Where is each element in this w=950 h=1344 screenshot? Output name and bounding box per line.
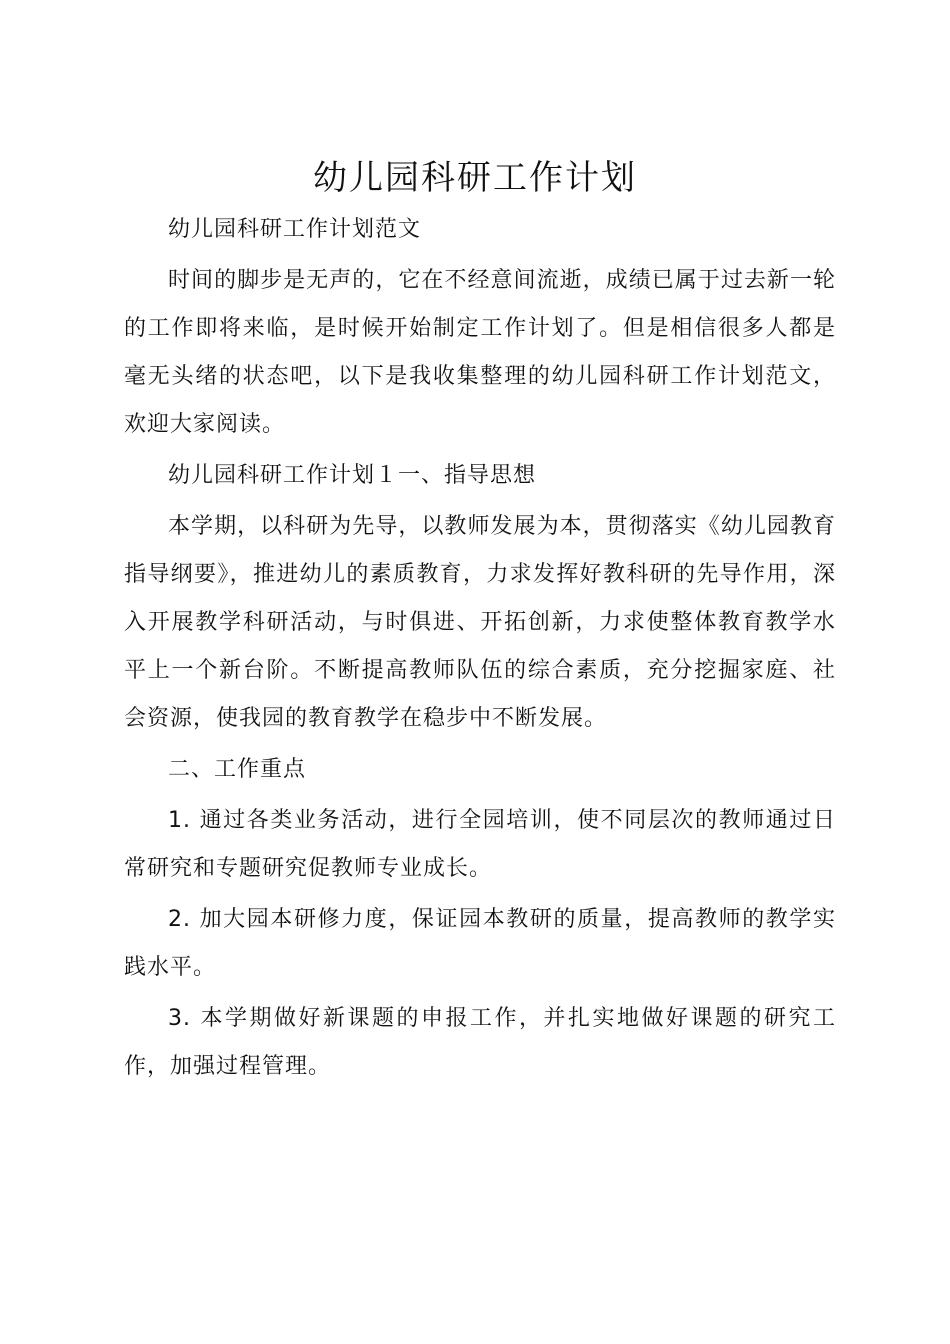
paragraph-intro: 时间的脚步是无声的，它在不经意间流逝，成绩已属于过去新一轮的工作即将来临，是时候开始制定工作计划了。但是相信很多人都是毫无头绪的状态吧，以下是我收集整理的幼儿园科研工作计划范文，欢迎大家阅读。 (124, 268, 836, 437)
paragraph-point-3: 3. 本学期做好新课题的申报工作，并扎实地做好课题的研究工作，加强过程管理。 (124, 1006, 836, 1079)
paragraph-guiding-ideas: 本学期，以科研为先导，以教师发展为本，贯彻落实《幼儿园教育指导纲要》，推进幼儿的素质教育，力求发挥好教科研的先导作用，深入开展教学科研活动，与时俱进、开拓创新，力求使整体教育教学水平上一个新台阶。不断提高教师队伍的综合素质，充分挖掘家庭、社会资源，使我园的教育教学在稳步中不断发展。 (124, 514, 836, 731)
paragraph-subtitle: 幼儿园科研工作计划范文 (168, 217, 422, 242)
document-body (124, 206, 836, 1094)
paragraph-section-heading: 幼儿园科研工作计划１一、指导思想 (168, 463, 537, 488)
paragraph-key-points-heading: 二、工作重点 (168, 757, 307, 782)
paragraph-point-1: 1. 通过各类业务活动，进行全园培训，使不同层次的教师通过日常研究和专题研究促教师专业成长。 (124, 808, 836, 881)
document-title: 幼儿园科研工作计划 (313, 158, 637, 198)
paragraph-point-2: 2. 加大园本研修力度，保证园本教研的质量，提高教师的教学实践水平。 (124, 907, 836, 980)
